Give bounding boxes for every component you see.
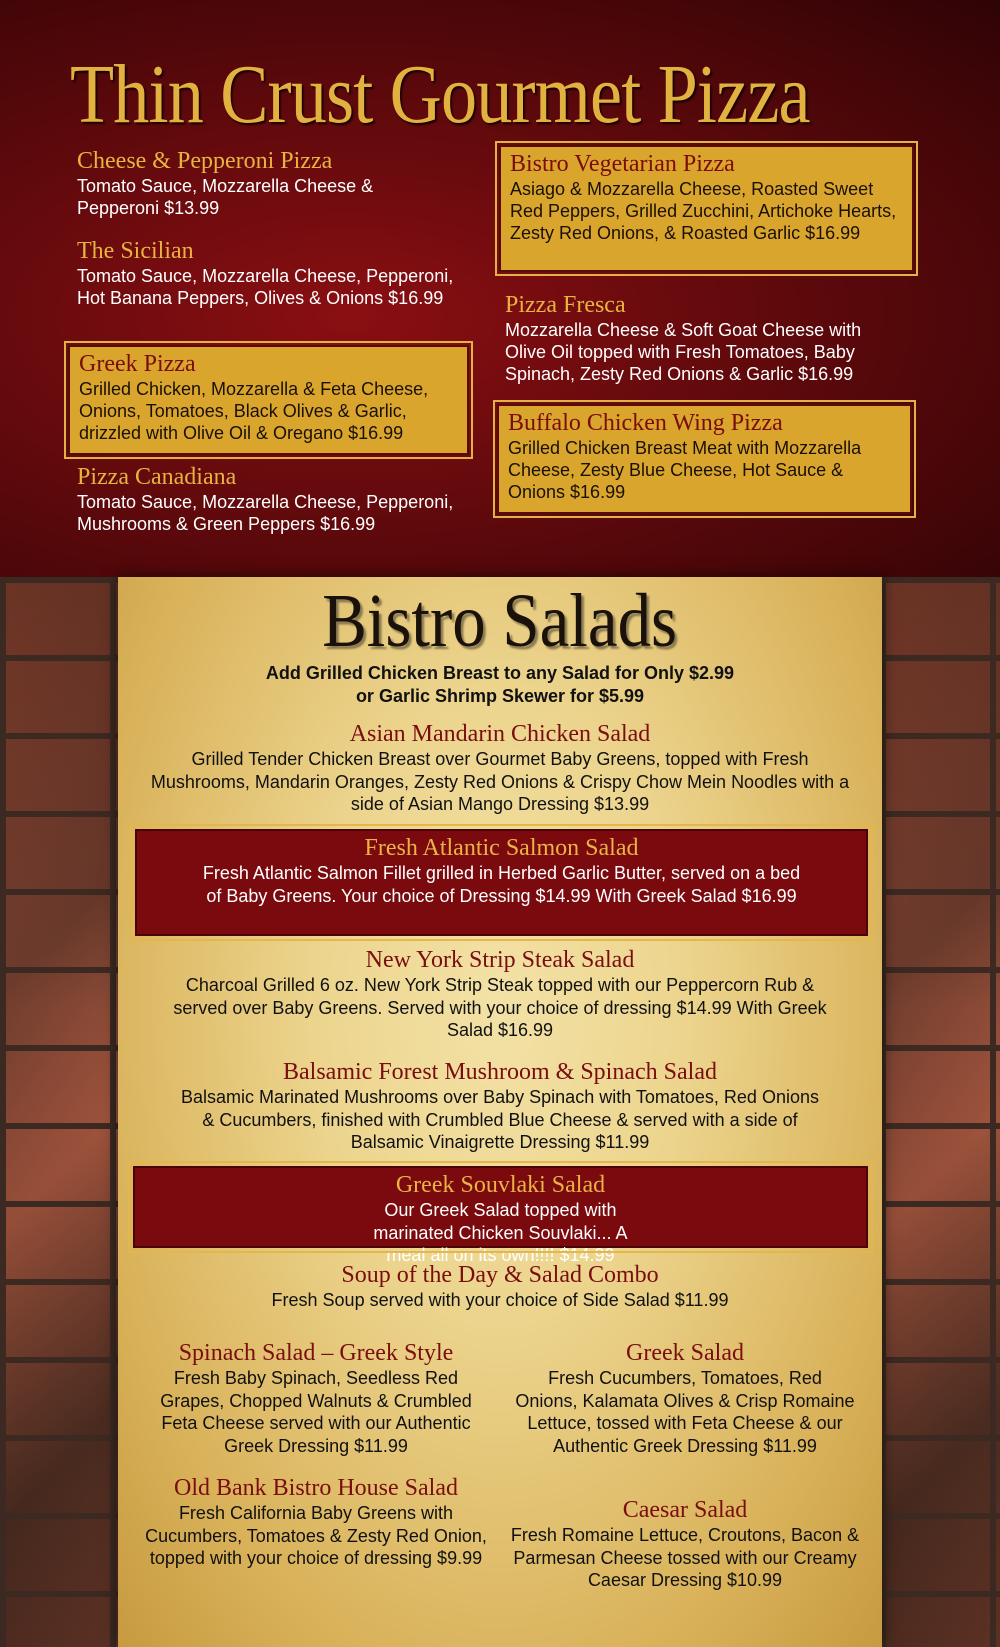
menu-item-name: Balsamic Forest Mushroom & Spinach Salad [283, 1059, 717, 1085]
menu-item-description: Fresh California Baby Greens with Cucumbers, Tomatoes & Zesty Red Onion, topped with your choice of dressing $9.99 [145, 1503, 487, 1568]
menu-item-old-bank-bistro-house-salad [140, 1474, 492, 1570]
menu-item-name: Greek Salad [626, 1340, 744, 1366]
menu-item-description: Asiago & Mozzarella Cheese, Roasted Sweet Red Peppers, Grilled Zucchini, Artichoke Hearts, Zesty Red Onions, & Roasted Garlic $16.99 [510, 179, 897, 243]
menu-item-description: Grilled Chicken Breast Meat with Mozzarella Cheese, Zesty Blue Cheese, Hot Sauce & Onions $16.99 [508, 438, 862, 502]
pizza-section-title: Thin Crust Gourmet Pizza [70, 48, 810, 141]
menu-item-pizza-fresca [505, 291, 905, 385]
menu-item-description: Grilled Chicken, Mozzarella & Feta Cheese, Onions, Tomatoes, Black Olives & Garlic, drizzled with Olive Oil & Oregano $16.99 [79, 379, 429, 443]
menu-item-name: Spinach Salad – Greek Style [178, 1340, 454, 1366]
menu-item-the-sicilian [77, 237, 457, 309]
menu-item-name: The Sicilian [77, 238, 194, 264]
brick-wall-right [880, 577, 1000, 1647]
menu-item-description: Fresh Soup served with your choice of Side Salad $11.99 [271, 1290, 729, 1310]
menu-item-description: Fresh Baby Spinach, Seedless Red Grapes, Chopped Walnuts & Crumbled Feta Cheese served with our Authentic Greek Dressing $11.99 [160, 1368, 472, 1456]
menu-item-asian-mandarin-chicken-salad [145, 720, 855, 816]
menu-item-name: Caesar Salad [622, 1497, 748, 1523]
menu-item-name: Old Bank Bistro House Salad [174, 1475, 458, 1501]
menu-item-description: Tomato Sauce, Mozzarella Cheese, Pepperoni, Mushrooms & Green Peppers $16.99 [77, 492, 454, 534]
menu-item-name: Fresh Atlantic Salmon Salad [364, 835, 639, 861]
brick-wall-left [0, 577, 120, 1647]
menu-item-name: Pizza Fresca [505, 292, 626, 318]
menu-item-new-york-strip-steak-salad [165, 946, 835, 1042]
menu-item-name: Greek Souvlaki Salad [395, 1172, 606, 1198]
menu-item-description: Fresh Atlantic Salmon Fillet grilled in Herbed Garlic Butter, served on a bed of Baby Greens. Your choice of Dressing $14.99 With Greek Salad $16.99 [202, 863, 801, 906]
menu-item-greek-souvlaki-salad [133, 1166, 868, 1265]
menu-item-description: Tomato Sauce, Mozzarella Cheese, Pepperoni, Hot Banana Peppers, Olives & Onions $16.99 [77, 266, 454, 308]
menu-item-bistro-vegetarian-pizza [499, 145, 914, 272]
menu-item-pizza-canadiana [77, 463, 497, 535]
menu-item-description: Balsamic Marinated Mushrooms over Baby Spinach with Tomatoes, Red Onions & Cucumbers, finished with Crumbled Blue Cheese & served with a side of Balsamic Vinaigrette Dressing $11.99 [181, 1087, 819, 1152]
menu-item-greek-salad [515, 1339, 855, 1457]
menu-item-spinach-salad-greek-style [140, 1339, 492, 1457]
menu-item-description: Mozzarella Cheese & Soft Goat Cheese with Olive Oil topped with Fresh Tomatoes, Baby Spinach, Zesty Red Onions & Garlic $16.99 [505, 320, 862, 384]
menu-item-description: Tomato Sauce, Mozzarella Cheese & Pepperoni $13.99 [77, 176, 374, 218]
salad-addon-note [0, 662, 1000, 708]
salads-section-title [0, 580, 1000, 662]
menu-item-soup-salad-combo [165, 1261, 835, 1312]
menu-item-greek-pizza [68, 345, 469, 455]
addon-line-2: or Garlic Shrimp Skewer for $5.99 [355, 686, 645, 706]
menu-item-name: Cheese & Pepperoni Pizza [77, 148, 333, 174]
menu-item-fresh-atlantic-salmon-salad [135, 829, 868, 936]
menu-item-name: Bistro Vegetarian Pizza [510, 151, 735, 177]
menu-item-name: Pizza Canadiana [77, 464, 237, 490]
menu-item-description: Grilled Tender Chicken Breast over Gourmet Baby Greens, topped with Fresh Mushrooms, Mandarin Oranges, Zesty Red Onions & Crispy Chow Mein Noodles with a side of Asian Mango Dressing $13.99 [150, 749, 850, 814]
menu-item-description: Charcoal Grilled 6 oz. New York Strip Steak topped with our Peppercorn Rub & served over Baby Greens. Served with your choice of dressing $14.99 With Greek Salad $16.99 [173, 975, 827, 1040]
menu-item-description: Fresh Cucumbers, Tomatoes, Red Onions, Kalamata Olives & Crisp Romaine Lettuce, tossed with Feta Cheese & our Authentic Greek Dressing $11.99 [515, 1368, 855, 1456]
menu-item-name: Buffalo Chicken Wing Pizza [508, 410, 783, 436]
menu-item-name: Asian Mandarin Chicken Salad [349, 721, 651, 747]
menu-item-buffalo-chicken-wing-pizza [497, 404, 912, 514]
menu-item-description: Fresh Romaine Lettuce, Croutons, Bacon & Parmesan Cheese tossed with our Creamy Caesar Dressing $10.99 [510, 1525, 860, 1590]
menu-item-balsamic-forest-mushroom-spinach-salad [175, 1058, 825, 1154]
menu-item-caesar-salad [510, 1496, 860, 1592]
salads-title-text: Bistro Salads [322, 579, 678, 663]
menu-item-description: Our Greek Salad topped with marinated Chicken Souvlaki... A meal all on its own!!!! $14.99 [373, 1200, 628, 1265]
menu-item-cheese-pepperoni-pizza [77, 147, 417, 219]
menu-item-name: New York Strip Steak Salad [365, 947, 635, 973]
menu-item-name: Soup of the Day & Salad Combo [341, 1262, 659, 1288]
addon-line-1: Add Grilled Chicken Breast to any Salad for Only $2.99 [265, 663, 735, 683]
menu-item-name: Greek Pizza [79, 351, 196, 377]
